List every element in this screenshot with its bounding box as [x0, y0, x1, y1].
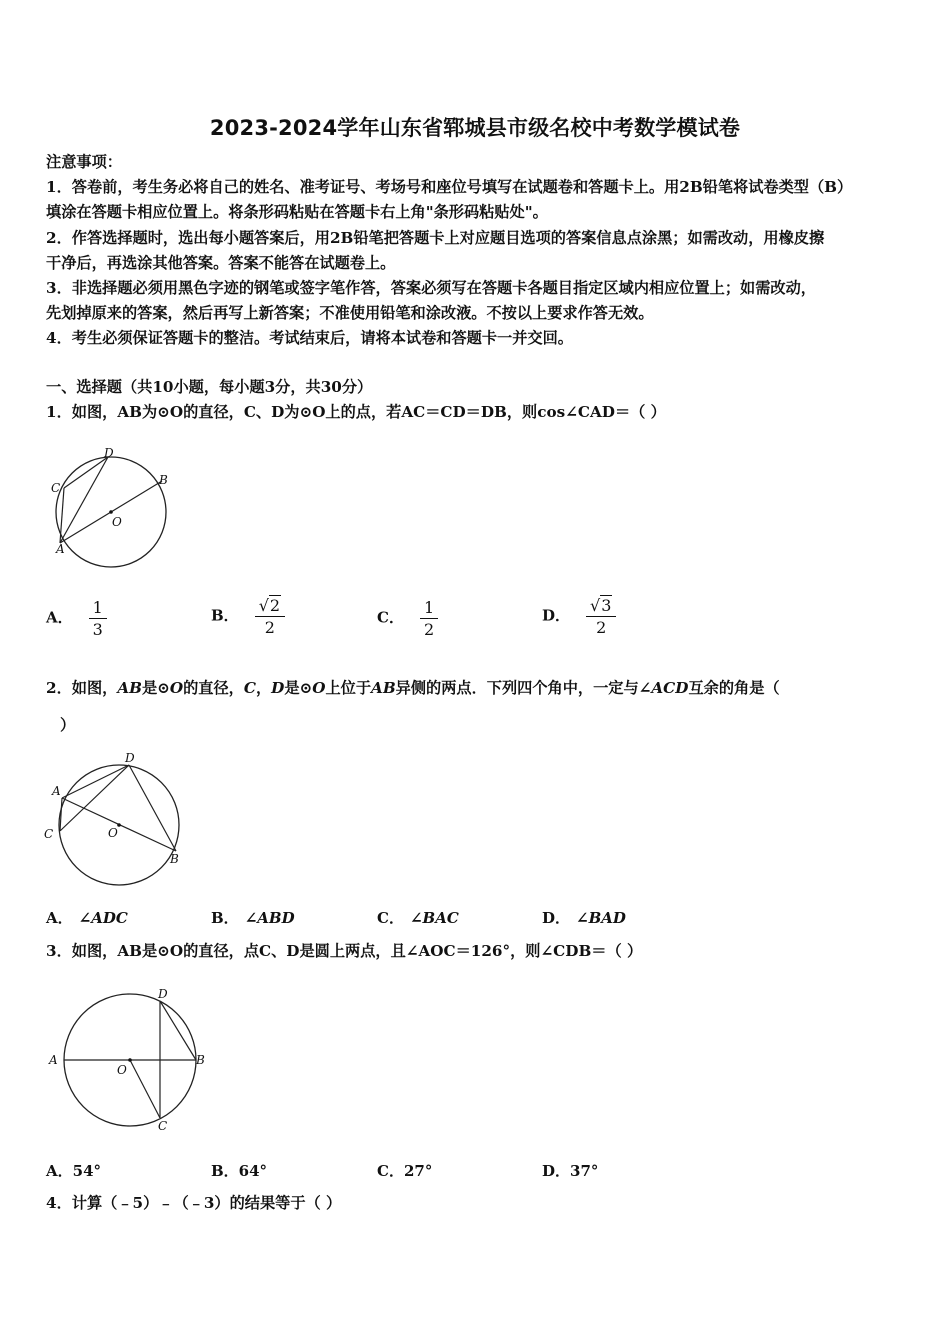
- q1-label-b: B: [159, 473, 168, 487]
- notice-item-1-line-1: 1．答卷前，考生务必将自己的姓名、准考证号、考场号和座位号填写在试题卷和答题卡上。用2B铅笔将试卷类型（B）: [46, 178, 853, 196]
- option-letter: C．: [377, 608, 404, 627]
- q1-chord-ad: [60, 457, 108, 543]
- option-letter: A．: [46, 608, 73, 627]
- q2-label-a: A: [52, 784, 61, 798]
- q1-label-c: C: [51, 481, 61, 495]
- q1-center-dot: [109, 510, 113, 514]
- question-1-figure: [46, 442, 176, 572]
- question-2-option-b[interactable]: B． ∠ABD: [211, 909, 295, 927]
- question-3-option-d[interactable]: D．37°: [542, 1162, 599, 1180]
- option-letter: B．: [211, 606, 239, 625]
- q3-chord-db: [160, 1001, 196, 1060]
- question-2-option-d[interactable]: D． ∠BAD: [542, 909, 626, 927]
- fraction-1-3: $\frac{1}{3}$: [89, 598, 107, 639]
- question-1-option-a[interactable]: [46, 598, 107, 639]
- question-4-stem: 4．计算（﹣5）﹣（﹣3）的结果等于（ ）: [46, 1194, 342, 1212]
- section-heading: 一、选择题（共10小题，每小题3分，共30分）: [46, 378, 373, 396]
- q1-chord-cd: [64, 457, 108, 488]
- q2-label-c: C: [44, 827, 54, 841]
- question-3-stem: 3．如图，AB是⊙O的直径，点C、D是圆上两点，且∠AOC＝126°，则∠CDB＝（ ）: [46, 942, 643, 960]
- fraction-sqrt2-2: $\frac{√2}{2}$: [255, 596, 285, 637]
- question-2-figure: [40, 745, 190, 895]
- notice-item-1-line-2: 填涂在答题卡相应位置上。将条形码粘贴在答题卡右上角"条形码粘贴处"。: [46, 203, 548, 221]
- q2-label-d: D: [125, 751, 135, 765]
- q3-center-dot: [128, 1058, 132, 1062]
- question-3-option-b[interactable]: B．64°: [211, 1162, 268, 1180]
- q2-chord-db: [129, 765, 176, 851]
- question-1-option-b[interactable]: [211, 596, 285, 637]
- q2-label-o: O: [108, 826, 118, 840]
- q1-label-d: D: [104, 446, 114, 460]
- fraction-sqrt3-2: $\frac{√3}{2}$: [586, 596, 616, 637]
- question-1-option-c[interactable]: [377, 598, 438, 639]
- notice-item-3-line-2: 先划掉原来的答案，然后再写上新答案；不准使用铅笔和涂改液。不按以上要求作答无效。: [46, 304, 654, 322]
- q2-chord-dc: [60, 765, 129, 831]
- question-1-option-d[interactable]: [542, 596, 616, 637]
- question-3-option-a[interactable]: A．54°: [46, 1162, 102, 1180]
- q1-chord-ac: [60, 488, 64, 543]
- q1-label-a: A: [56, 542, 65, 556]
- question-2-stem: 2．如图，AB是⊙O的直径，C，D是⊙O上位于AB异侧的两点．下列四个角中，一定与∠ACD互余的角是（: [46, 679, 780, 697]
- question-2-stem-close: ）: [60, 716, 76, 734]
- q3-label-c: C: [158, 1119, 168, 1133]
- notice-heading: 注意事项：: [46, 153, 122, 171]
- notice-item-3-line-1: 3．非选择题必须用黑色字迹的钢笔或签字笔作答，答案必须写在答题卡各题目指定区域内相应位置上；如需改动，: [46, 279, 816, 297]
- q2-label-b: B: [170, 852, 179, 866]
- q3-label-a: A: [49, 1053, 58, 1067]
- option-letter: D．: [542, 606, 571, 625]
- question-2-option-a[interactable]: A． ∠ADC: [46, 909, 128, 927]
- q3-label-b: B: [196, 1053, 205, 1067]
- question-3-option-c[interactable]: C．27°: [377, 1162, 433, 1180]
- q3-radius-oc: [130, 1060, 160, 1118]
- q3-label-d: D: [158, 987, 168, 1001]
- q1-label-o: O: [112, 515, 122, 529]
- notice-item-2-line-2: 干净后，再选涂其他答案。答案不能答在试题卷上。: [46, 254, 396, 272]
- question-2-option-c[interactable]: C． ∠BAC: [377, 909, 459, 927]
- fraction-1-2: $\frac{1}{2}$: [420, 598, 438, 639]
- notice-item-4: 4．考生必须保证答题卡的整洁。考试结束后，请将本试卷和答题卡一并交回。: [46, 329, 573, 347]
- question-3-figure: [40, 980, 220, 1135]
- question-1-stem: 1．如图，AB为⊙O的直径，C、D为⊙O上的点，若AC＝CD＝DB，则cos∠CAD＝（ ）: [46, 403, 666, 421]
- q3-label-o: O: [117, 1063, 127, 1077]
- page-title: 2023-2024学年山东省郓城县市级名校中考数学模试卷: [209, 116, 741, 140]
- notice-item-2-line-1: 2．作答选择题时，选出每小题答案后，用2B铅笔把答题卡上对应题目选项的答案信息点涂黑；如需改动，用橡皮擦: [46, 229, 825, 247]
